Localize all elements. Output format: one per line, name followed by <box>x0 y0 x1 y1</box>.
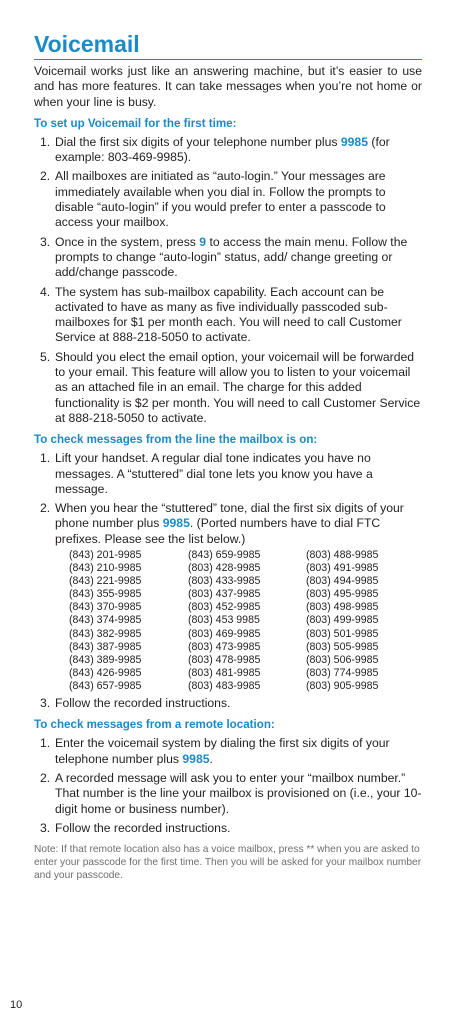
setup-item: 2. All mailboxes are initiated as “auto-login.” Your messages are immediately available when you dial in. Follow the prompts to disable “auto-login” if you would prefer to enter a passcode to access your mailbox. <box>40 169 386 230</box>
intro-paragraph: Voicemail works just like an answering machine, but it’s easier to use and has more features. It can take messages when you’re not home or when your line is busy. <box>34 64 422 109</box>
phone-prefix: (803) 483-9985 <box>188 679 261 692</box>
phone-prefix-table <box>69 549 422 693</box>
phone-prefix: (803) 469-9985 <box>188 627 261 640</box>
note-text: Note: If that remote location also has a voice mailbox, press ** when you are asked to enter your passcode for the first time. Then you will be asked for your mailbox number and your passcode. <box>34 844 422 882</box>
phone-prefix: (843) 370-9985 <box>69 601 142 614</box>
remote-item: 2. A recorded message will ask you to enter your “mailbox number.” That number is the line your mailbox is provisioned on (i.e., your 10-digit home or business number). <box>40 770 422 816</box>
check-line-item: 2. When you hear the “stuttered” tone, dial the first six digits of your phone number plus 9985. (Ported numbers have to dial FTC prefixes. Please see the list below.) <box>40 501 404 546</box>
phone-prefix: (843) 382-9985 <box>69 627 142 640</box>
phone-prefix: (803) 495-9985 <box>306 588 379 601</box>
phone-prefix: (803) 506-9985 <box>306 653 379 666</box>
remote-item: 3. Follow the recorded instructions. <box>40 820 231 835</box>
phone-prefix: (843) 659-9985 <box>188 549 261 562</box>
phone-prefix: (843) 221-9985 <box>69 575 142 588</box>
setup-item: 3. Once in the system, press 9 to access the main menu. Follow the prompts to change “auto-login” status, add/ change greeting or add/change passcode. <box>40 234 408 280</box>
remote-list <box>34 736 422 836</box>
phone-prefix: (803) 433-9985 <box>188 575 261 588</box>
phone-prefix: (803) 905-9985 <box>306 679 379 692</box>
code-highlight: 9985 <box>162 516 190 531</box>
check-line-heading: To check messages from the line the mailbox is on: <box>34 433 318 447</box>
remote-item: 1. Enter the voicemail system by dialing the first six digits of your telephone number plus 9985. <box>40 736 390 766</box>
code-highlight: 9 <box>199 234 207 249</box>
phone-prefix: (803) 437-9985 <box>188 588 261 601</box>
setup-item: 1. Dial the first six digits of your telephone number plus 9985 (for example: 803-469-9985). <box>40 134 390 165</box>
phone-prefix: (843) 210-9985 <box>69 562 142 575</box>
check-line-item: 3. Follow the recorded instructions. <box>40 696 231 711</box>
phone-prefix: (843) 374-9985 <box>69 614 142 627</box>
phone-prefix: (803) 494-9985 <box>306 575 379 588</box>
phone-prefix: (843) 389-9985 <box>69 653 142 666</box>
page-title: Voicemail <box>34 30 422 60</box>
phone-prefix: (803) 774-9985 <box>306 666 379 679</box>
phone-prefix: (803) 473-9985 <box>188 640 261 653</box>
phone-prefix: (843) 355-9985 <box>69 588 142 601</box>
code-highlight: 9985 <box>182 751 210 766</box>
phone-prefix: (803) 498-9985 <box>306 601 379 614</box>
phone-prefix: (803) 481-9985 <box>188 666 261 679</box>
setup-heading: To set up Voicemail for the first time: <box>34 116 237 130</box>
phone-prefix: (843) 387-9985 <box>69 640 142 653</box>
phone-prefix: (803) 452-9985 <box>188 601 261 614</box>
voicemail-page <box>34 30 422 892</box>
code-highlight: 9985 <box>340 134 368 149</box>
phone-prefix: (843) 201-9985 <box>69 549 142 562</box>
phone-prefix: (803) 428-9985 <box>188 562 261 575</box>
check-line-item: 1. Lift your handset. A regular dial tone indicates you have no messages. A “stuttered” dial tone lets you know you have a message. <box>40 451 373 496</box>
phone-prefix: (803) 491-9985 <box>306 562 379 575</box>
setup-list <box>34 135 422 426</box>
phone-prefix: (803) 501-9985 <box>306 627 379 640</box>
phone-prefix: (803) 505-9985 <box>306 640 379 653</box>
check-line-list <box>34 451 422 547</box>
phone-prefix: (803) 499-9985 <box>306 614 379 627</box>
phone-prefix: (843) 426-9985 <box>69 666 142 679</box>
phone-prefix: (803) 488-9985 <box>306 549 379 562</box>
phone-prefix: (803) 478-9985 <box>188 653 261 666</box>
check-line-list-end <box>34 696 422 711</box>
phone-prefix: (803) 453 9985 <box>188 614 260 627</box>
remote-heading: To check messages from a remote location: <box>34 718 275 732</box>
phone-prefix: (843) 657-9985 <box>69 679 142 692</box>
page-number: 10 <box>10 999 23 1011</box>
setup-item: 4. The system has sub-mailbox capability. Each account can be activated to have as many as five individually passcoded sub-mailboxes for $1 per month each. You will need to call Customer Service at 888-218-5050 to activate. <box>40 284 402 345</box>
setup-item: 5. Should you elect the email option, your voicemail will be forwarded to your email. This feature will allow you to listen to your voicemail as an attached file in an email. The charge for this added functionality is $2 per month. You will need to call Customer Service at 888-218-5050 to activate. <box>40 349 421 425</box>
